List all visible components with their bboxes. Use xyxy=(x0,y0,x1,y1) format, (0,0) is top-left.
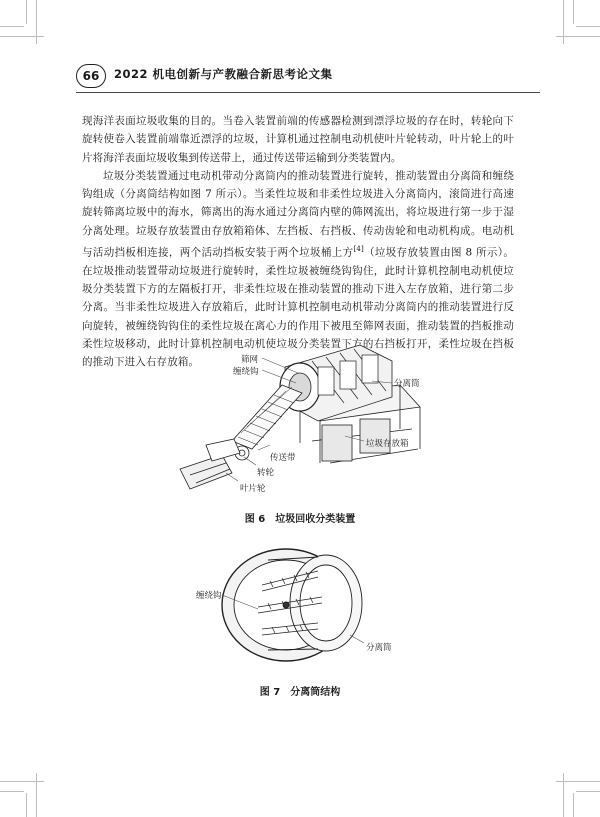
separation-drum-illustration xyxy=(0,545,600,675)
label-hook: 缠绕钩 xyxy=(196,591,222,601)
crop-mark xyxy=(0,791,24,792)
crop-mark xyxy=(36,0,37,44)
label-drum: 分离筒 xyxy=(366,643,392,653)
label-wheel: 转轮 xyxy=(257,468,275,478)
crop-mark xyxy=(36,773,37,817)
figure-6-caption: 图 6 垃圾回收分类装置 xyxy=(244,514,356,525)
paragraph-text: （垃圾存放装置由图 8 所示）。在垃圾推动装置带动垃圾进行旋转时，柔性垃圾被缠绕钩钩住，此时计算机控制电动机使垃圾分类装置下方的左隔板打开，非柔性垃圾在推动装置的推动下进入左存放箱，进行第二步分离。当非柔性垃圾进入存放箱后，此时计算机控制电动机带动分离筒内的推动装置进行反向旋转，被缠绕钩钩住的柔性垃圾在离心力的作用下被甩至筛网表面，推动装置的挡板推动柔性垃圾移动，此时计算机控制电动机使垃圾分类装置下方的右挡板打开，柔性垃圾在挡板的推动下进入右存放箱。 xyxy=(82,246,514,369)
crop-mark xyxy=(26,793,27,817)
label-belt: 传送带 xyxy=(270,453,296,463)
paragraph xyxy=(82,167,514,372)
page-header xyxy=(76,64,536,90)
citation: [4] xyxy=(353,245,364,254)
crop-mark xyxy=(0,36,44,37)
label-drum: 分离筒 xyxy=(394,379,420,389)
crop-mark xyxy=(576,791,600,792)
running-head: 2022 机电创新与产教融合新思考论文集 xyxy=(114,67,333,81)
header-rule xyxy=(76,92,540,93)
crop-mark xyxy=(0,26,24,27)
label-blade-wheel: 叶片轮 xyxy=(240,484,266,494)
paragraph-text: 垃圾分类装置通过电动机带动分离筒内的推动装置进行旋转，推动装置由分离筒和缠绕钩组成（分离筒结构如图 7 所示）。当柔性垃圾和非柔性垃圾进入分离筒内，滚筒进行高速旋转筛离垃圾中的海水，筛离出的海水通过分离筒内壁的筛网流出，将垃圾进行第一步于湿分离处理。垃圾存放装置由存放箱箱体、左挡板、右挡板、传动齿轮和电动机构成。电动机与活动挡板相连接，两个活动挡板安装于两个垃圾桶上方 xyxy=(82,169,514,259)
page-number: 66 xyxy=(76,64,106,88)
label-screen: 筛网 xyxy=(241,355,259,365)
crop-mark xyxy=(576,26,600,27)
crop-mark xyxy=(0,781,44,782)
garbage-collector-illustration xyxy=(0,345,600,505)
figure-7-caption: 图 7 分离筒结构 xyxy=(259,687,341,698)
body-text xyxy=(82,112,514,372)
crop-mark xyxy=(563,773,564,817)
label-hook: 缠绕钩 xyxy=(233,367,259,377)
label-bin: 垃圾存放箱 xyxy=(366,439,409,449)
crop-mark xyxy=(573,0,574,24)
crop-mark xyxy=(573,793,574,817)
paragraph: 现海洋表面垃圾收集的目的。当卷入装置前端的传感器检测到漂浮垃圾的存在时，转轮向下旋转使卷入装置前端靠近漂浮的垃圾，计算机通过控制电动机使叶片轮转动，叶片轮上的叶片将海洋表面垃圾收集到传送带上，通过传送带运输到分类装置内。 xyxy=(82,115,514,164)
crop-mark xyxy=(26,0,27,24)
figure-7 xyxy=(0,545,600,675)
figure-6 xyxy=(0,345,600,525)
crop-mark xyxy=(563,0,564,44)
